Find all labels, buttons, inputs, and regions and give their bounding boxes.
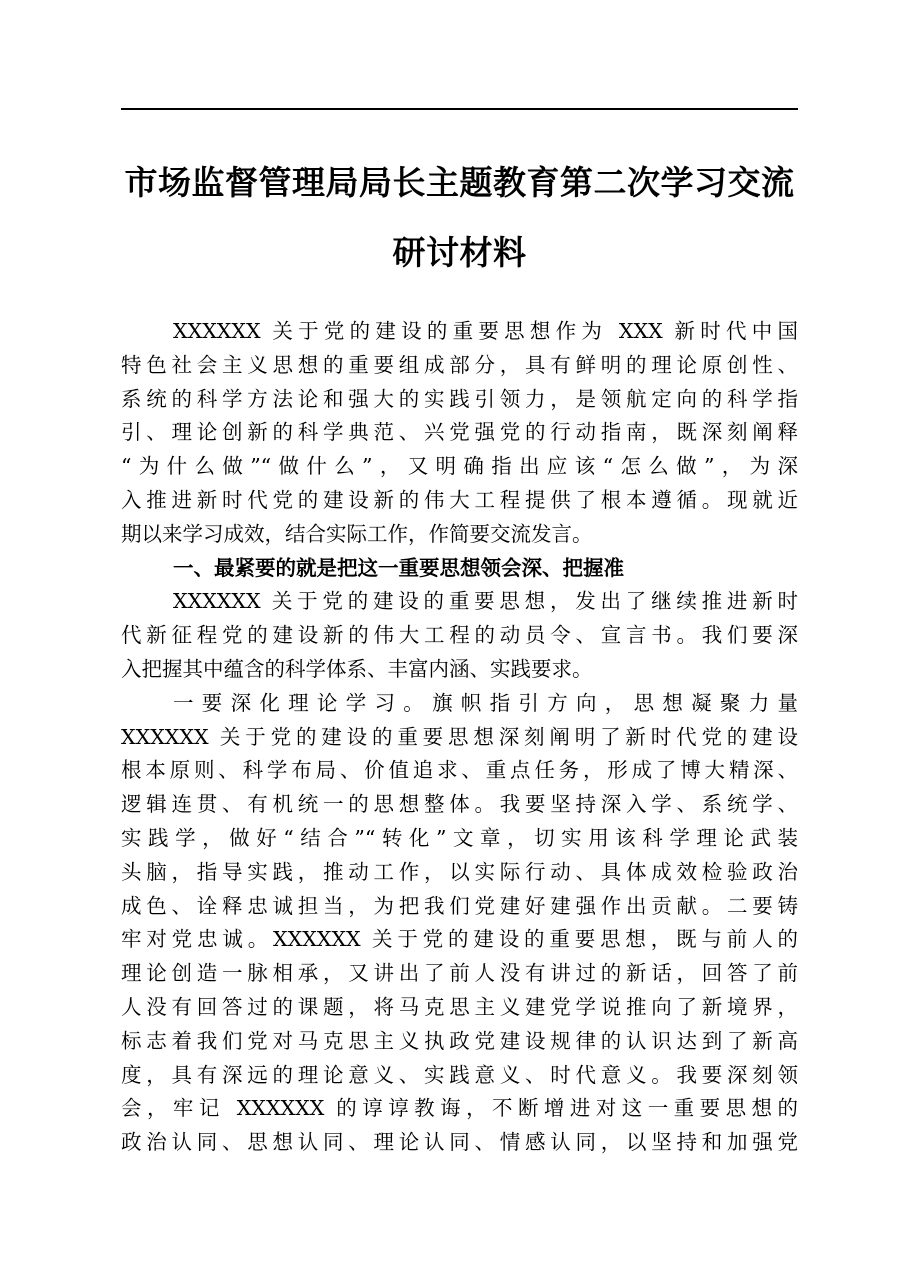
paragraph-line: 特色社会主义思想的重要组成部分，具有鲜明的理论原创性、 bbox=[121, 352, 798, 377]
paragraph-line: 一要深化理论学习。旗帜指引方向，思想凝聚力量 bbox=[173, 690, 798, 715]
section-heading: 一、最紧要的就是把这一重要思想领会深、把握准 bbox=[173, 555, 624, 580]
paragraph-line: 标志着我们党对马克思主义执政党建设规律的认识达到了新高 bbox=[121, 1028, 798, 1053]
paragraph-line: 根本原则、科学布局、价值追求、重点任务，形成了博大精深、 bbox=[121, 758, 798, 783]
paragraph-line: XXXXXX 关于党的建设的重要思想，发出了继续推进新时 bbox=[173, 589, 798, 614]
document-body bbox=[121, 315, 798, 1160]
paragraph-line: “为什么做”“做什么”，又明确指出应该“怎么做”，为深 bbox=[121, 454, 798, 479]
paragraph-line: 入把握其中蕴含的科学体系、丰富内涵、实践要求。 bbox=[121, 656, 593, 681]
paragraph-line: 度，具有深远的理论意义、实践意义、时代意义。我要深刻领 bbox=[121, 1062, 798, 1087]
paragraph-line: 系统的科学方法论和强大的实践引领力，是领航定向的科学指 bbox=[121, 386, 798, 411]
paragraph-line: 成色、诠释忠诚担当，为把我们党建好建强作出贡献。二要铸 bbox=[121, 893, 798, 918]
document-title bbox=[100, 148, 819, 288]
paragraph-line: 牢对党忠诚。XXXXXX 关于党的建设的重要思想，既与前人的 bbox=[121, 927, 798, 952]
paragraph-line: 实践学，做好“结合”“转化”文章，切实用该科学理论武装 bbox=[121, 825, 798, 850]
paragraph-line: 期以来学习成效，结合实际工作，作简要交流发言。 bbox=[121, 521, 593, 546]
paragraph-line: 逻辑连贯、有机统一的思想整体。我要坚持深入学、系统学、 bbox=[121, 792, 798, 817]
paragraph-line: 引、理论创新的科学典范、兴党强党的行动指南，既深刻阐释 bbox=[121, 420, 798, 445]
paragraph-line: 政治认同、思想认同、理论认同、情感认同，以坚持和加强党 bbox=[121, 1130, 798, 1155]
paragraph-line: 代新征程党的建设新的伟大工程的动员令、宣言书。我们要深 bbox=[121, 623, 798, 648]
paragraph-line: 会，牢记 XXXXXX 的谆谆教诲，不断增进对这一重要思想的 bbox=[121, 1096, 798, 1121]
header-rule bbox=[121, 108, 798, 110]
paragraph-line: XXXXXX 关于党的建设的重要思想作为 XXX 新时代中国 bbox=[173, 319, 798, 343]
title-line-1: 市场监督管理局局长主题教育第二次学习交流 bbox=[124, 163, 795, 202]
paragraph-line: XXXXXX 关于党的建设的重要思想深刻阐明了新时代党的建设 bbox=[121, 724, 798, 749]
paragraph-line: 人没有回答过的课题，将马克思主义建党学说推向了新境界， bbox=[121, 994, 798, 1019]
title-line-2: 研讨材料 bbox=[392, 233, 527, 272]
paragraph-line: 头脑，指导实践，推动工作，以实际行动、具体成效检验政治 bbox=[121, 859, 798, 884]
paragraph-line: 入推进新时代党的建设新的伟大工程提供了根本遵循。现就近 bbox=[121, 487, 798, 512]
paragraph-line: 理论创造一脉相承，又讲出了前人没有讲过的新话，回答了前 bbox=[121, 961, 798, 986]
